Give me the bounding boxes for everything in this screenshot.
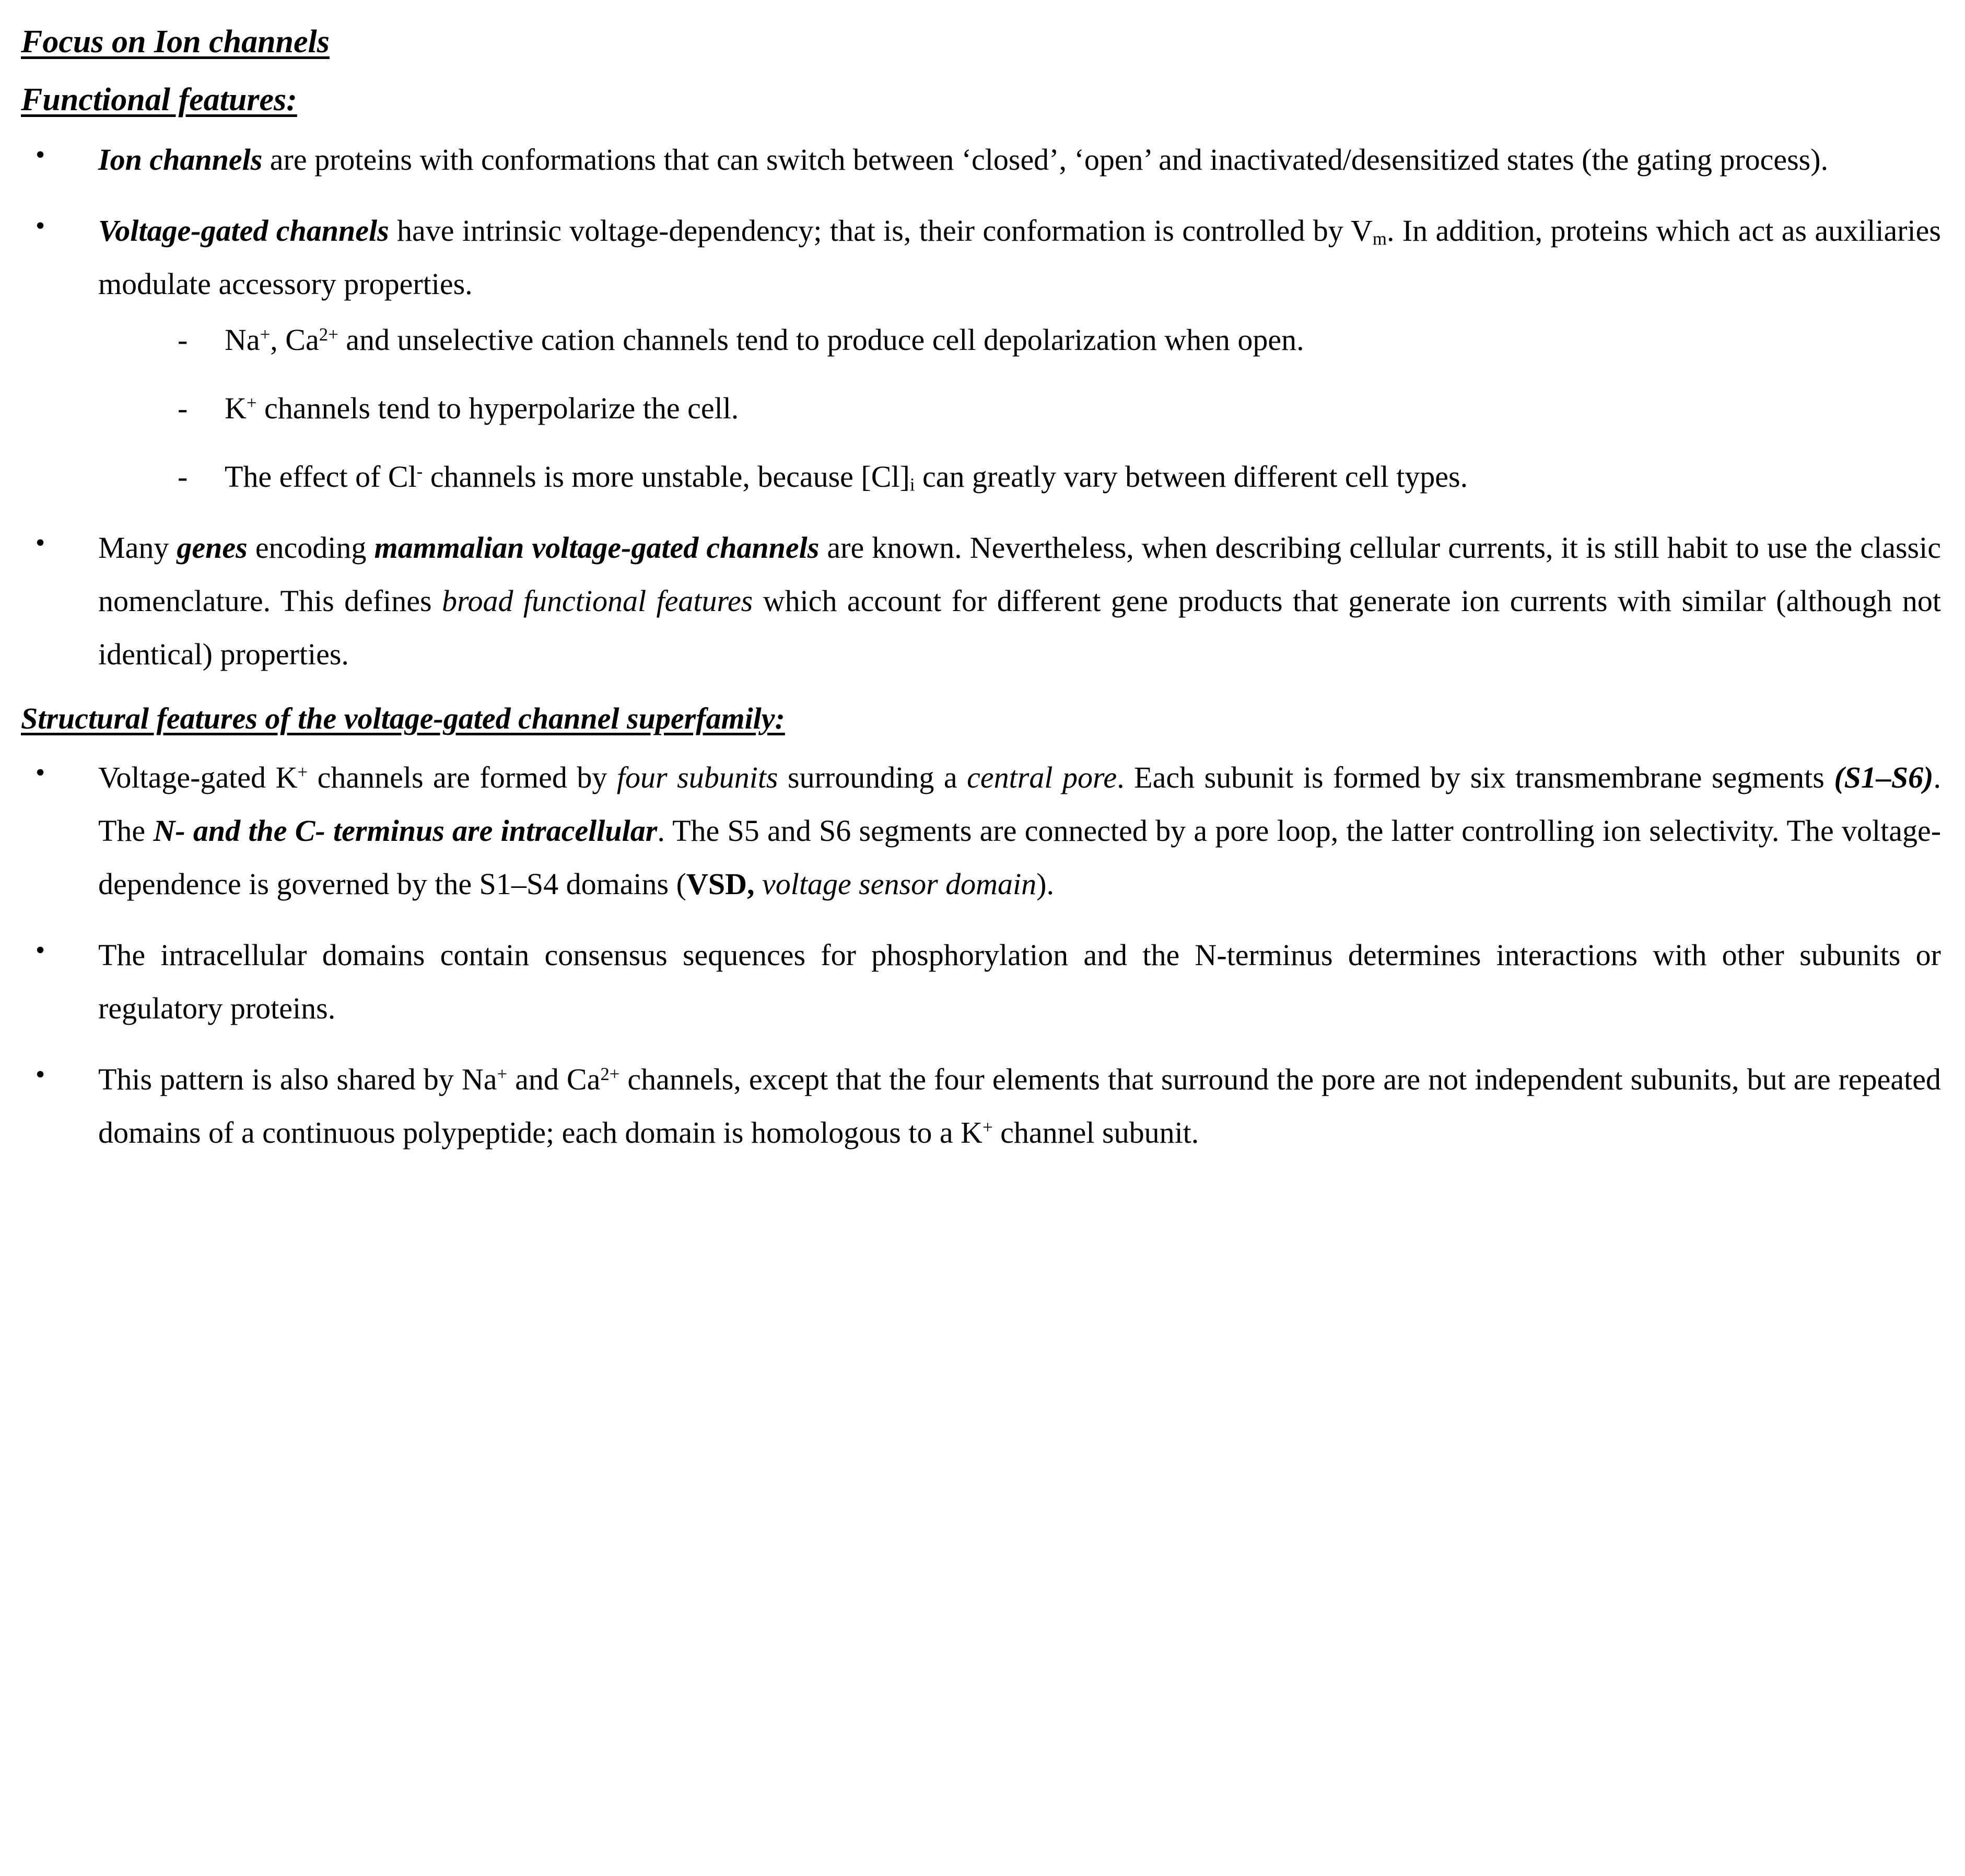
bullet-body-a: have intrinsic voltage-dependency; that is, their conformation is controlled by V [389, 214, 1373, 248]
k-label: K [225, 391, 247, 426]
vm-subscript: m [1372, 228, 1387, 249]
vsd-expansion: voltage sensor domain [762, 866, 1037, 901]
structural-features-list [21, 751, 1941, 1160]
k-charge: + [246, 393, 257, 414]
bullet-body: are proteins with conformations that can switch between ‘closed’, ‘open’ and inactivated/desensitized states (the gating process). [262, 143, 1829, 177]
page-title [21, 21, 1941, 63]
sb1-text-g [754, 867, 762, 901]
many-text-c: are known. Nevertheless, when describing cellular currents, it is still habit to use the classic nomenclature. This defines [98, 531, 1941, 618]
list-item [21, 751, 1941, 911]
na-charge: + [497, 1064, 508, 1085]
sb1-text-c: surrounding a [778, 760, 967, 794]
na-charge: + [260, 324, 271, 345]
sub-text-tail: channels tend to hyperpolarize the cell. [256, 391, 739, 426]
four-subunits-emphasis: four subunits [616, 760, 778, 794]
ca-charge: 2+ [319, 324, 338, 345]
sb2-text: The intracellular domains contain consensus sequences for phosphorylation and the N-terminus determines interactions with other subunits or regulatory proteins. [98, 938, 1941, 1026]
sb3-text-d: channel subunit. [992, 1116, 1199, 1150]
n-c-terminus-emphasis: N- and the C- terminus are intracellular [153, 813, 658, 848]
k-charge: + [982, 1117, 993, 1138]
sub-text-mid2: and unselective cation channels tend to produce cell depolarization when open. [338, 323, 1304, 357]
many-text-b: encoding [247, 531, 375, 565]
sub-text-mid1: , Ca [270, 323, 319, 357]
cl-mid: channels is more unstable, because [Cl] [423, 460, 910, 494]
sb1-text-a: Voltage-gated K [98, 760, 298, 794]
bullet-body-b: . In addition, proteins which act as auxiliaries modulate accessory properties. [98, 214, 1941, 301]
na-label: Na [225, 323, 260, 357]
list-item [21, 204, 1941, 503]
cl-charge: - [416, 461, 423, 482]
broad-functional-features-emphasis: broad functional features [442, 584, 753, 618]
sb1-text-b: channels are formed by [308, 760, 617, 794]
list-item [21, 133, 1941, 186]
central-pore-emphasis: central pore [967, 760, 1117, 794]
bullet-lead-ion-channels: Ion channels [98, 143, 263, 177]
genes-emphasis: genes [177, 531, 248, 565]
sb3-text-b: and Ca [507, 1062, 601, 1097]
cl-lead: The effect of Cl [225, 460, 417, 494]
sb1-text-d: . Each subunit is formed by six transmembrane segments [1117, 760, 1834, 794]
list-item [21, 521, 1941, 681]
ca-charge: 2+ [600, 1064, 620, 1085]
sb1-text-e: . The [98, 760, 1941, 848]
k-charge: + [297, 761, 308, 782]
sub-list-item [98, 314, 1941, 367]
cl-tail: can greatly vary between different cell types. [915, 460, 1468, 494]
section-heading-structural [21, 699, 1941, 738]
page-title-text: Focus on Ion channels [21, 24, 330, 60]
many-text-a: Many [98, 531, 177, 565]
bullet-lead-voltage-gated: Voltage-gated channels [98, 214, 389, 248]
section-heading-structural-text: Structural features of the voltage-gated channel superfamily: [21, 701, 785, 736]
many-text-d: which account for different gene products that generate ion currents with similar (although not identical) properties. [98, 584, 1941, 672]
mammalian-emphasis: mammalian voltage-gated channels [374, 531, 820, 565]
sub-list-item [98, 451, 1941, 503]
section-heading-functional-text: Functional features: [21, 81, 297, 118]
list-item [21, 1053, 1941, 1159]
vsd-abbreviation: VSD, [686, 866, 755, 901]
sb3-text-c: channels, except that the four elements that surround the pore are not independent subunits, but are repeated domains of a continuous polypeptide; each domain is homologous to a K [98, 1062, 1941, 1150]
sb1-text-f: . The S5 and S6 segments are connected by a pore loop, the latter controlling ion selectivity. The voltage-dependence is governed by the S1–S4 domains ( [98, 813, 1941, 901]
functional-sub-list [98, 314, 1941, 503]
sub-list-item [98, 382, 1941, 435]
sb1-text-h: ). [1036, 866, 1054, 901]
functional-features-list [21, 133, 1941, 681]
cl-intracellular-subscript: i [909, 474, 915, 495]
s1-s6-emphasis: (S1–S6) [1834, 760, 1934, 794]
section-heading-functional [21, 79, 1941, 121]
sb3-text-a: This pattern is also shared by Na [98, 1062, 497, 1097]
list-item [21, 929, 1941, 1035]
